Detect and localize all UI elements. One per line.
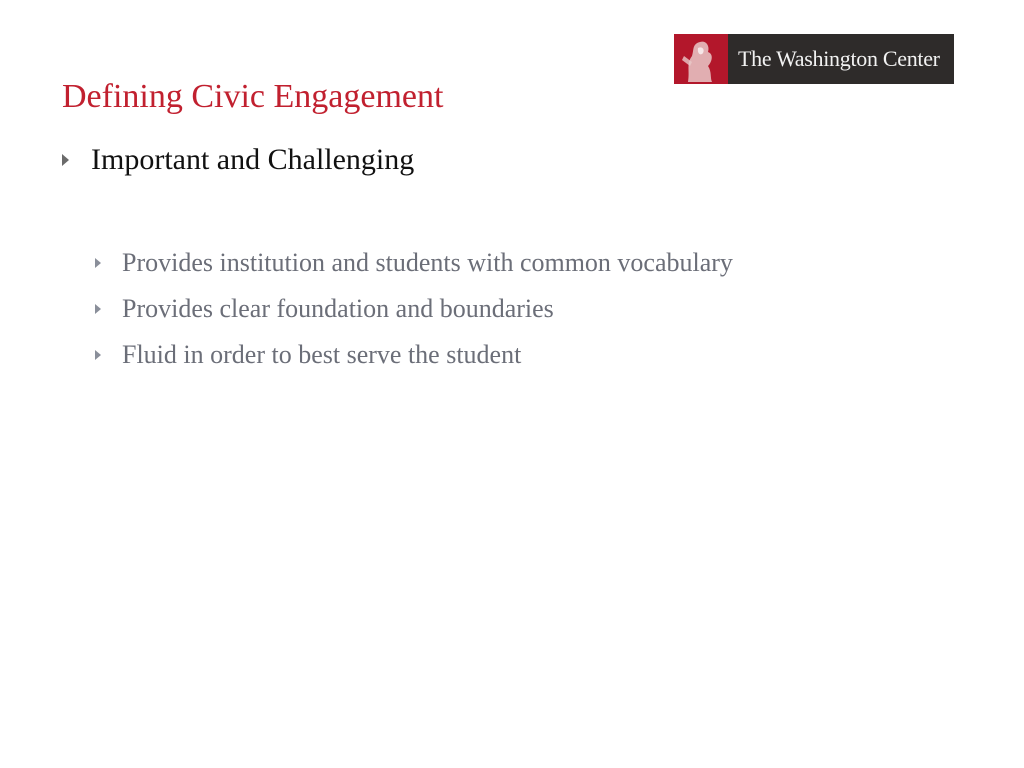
- triangle-right-icon: [95, 258, 101, 268]
- slide-title: Defining Civic Engagement: [62, 78, 444, 115]
- sub-bullet: [95, 240, 733, 286]
- statue-icon: [674, 34, 728, 84]
- sub-bullet-text: Provides institution and students with common vocabulary: [122, 248, 733, 277]
- sub-bullet: [95, 332, 733, 378]
- sub-bullet: [95, 286, 733, 332]
- triangle-right-icon: [95, 350, 101, 360]
- main-bullet-text: Important and Challenging: [91, 143, 415, 176]
- logo-text: The Washington Center: [738, 46, 940, 71]
- sub-bullet-text: Fluid in order to best serve the student: [122, 340, 522, 369]
- sub-bullet-list: [95, 240, 733, 378]
- logo: [674, 34, 954, 84]
- sub-bullet-text: Provides clear foundation and boundaries: [122, 294, 554, 323]
- triangle-right-icon: [95, 304, 101, 314]
- triangle-right-icon: [62, 154, 69, 166]
- main-bullet: [62, 143, 414, 177]
